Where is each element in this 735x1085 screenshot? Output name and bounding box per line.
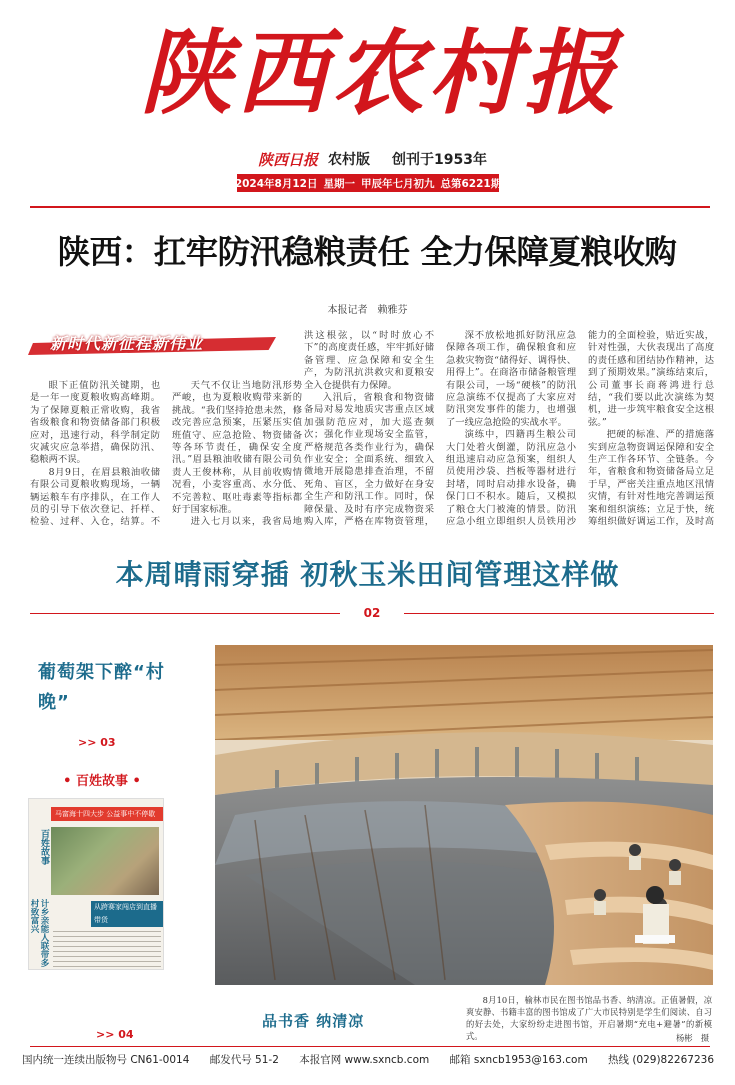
photo-credit: 杨彬 摄 — [676, 1033, 710, 1043]
thumbnail-headline-1: 马富海十四大步 公益事中不停歇 — [51, 807, 163, 821]
secondary-headline: 本周晴雨穿插 初秋玉米田间管理这样做 — [115, 558, 620, 591]
teaser-ref-03[interactable]: >> 03 — [78, 736, 116, 749]
divider-right — [404, 613, 714, 614]
teaser-panel — [28, 648, 176, 1058]
thumbnail-headline-2: 从跨赛家闯店到直播带货 — [91, 901, 163, 927]
edition-row — [258, 146, 487, 172]
divider — [30, 206, 710, 208]
page-thumbnail[interactable] — [28, 798, 164, 970]
photo-caption: 8月10日，榆林市民在图书馆品书香、纳清凉。正值暑假，凉爽安静、书籍丰富的图书馆成了广大市民特别是学生们阅读、自习的好去处，大家纷纷走进图书馆，开启暑期“充电+避暑”的新模式。 — [466, 995, 712, 1041]
footer-issn: 国内统一连续出版物号 CN61-0014 — [22, 1054, 190, 1066]
article-column-1: 眼下正值防汛关键期，也是一年一度夏粮收购高峰期。为了保障夏粮正常收购，我省省级粮食和物资储备部门积极应对，迅速行动，科学制定防灾减灾应急举措，确保防汛、稳粮两不误。 8月9日，在眉县粮油收储有限公司夏粮收购现场，一辆辆运粮车有序排队，在工作人员的引导下依次登记、扦样、检验、过秤、入仓，结算。不 — [30, 380, 160, 528]
footer-divider — [30, 1046, 710, 1047]
founded-text: 创刊于1953年 — [392, 152, 487, 168]
footer — [22, 1052, 714, 1070]
article-column-5: 能力的全面检验，贴近实战，针对性强，大伙表现出了高度的责任感和团结协作精神，达到了预期效果。”演练结束后，公司董事长商蒋鸿进行总结，“我们要以此次演练为契机，进一步筑牢粮食安全这根弦。” 把硬的标准、严的措施落实到应急物资调运保障和安全生产工作各环节、全链条。今年，省粮食和物资储备局立足于早，严密关注重点地区汛情灾情，有针对性地完善调运预案和组织演练；立足于快，统筹组织做好调运工作，及时高 — [588, 330, 714, 528]
page-ref-02[interactable]: 02 — [363, 606, 381, 620]
thumbnail-text-lines — [53, 931, 161, 967]
footer-postal: 邮发代号 51-2 — [209, 1054, 279, 1066]
issue-number: 总第6221期 — [440, 177, 502, 190]
date: 2024年8月12日 — [234, 177, 318, 190]
footer-website[interactable]: 本报官网 www.sxncb.com — [299, 1054, 430, 1066]
teaser-ref-04[interactable]: >> 04 — [96, 1028, 134, 1041]
masthead — [0, 0, 735, 200]
dateline-bar — [234, 174, 502, 192]
edition-name: 农村版 — [328, 152, 371, 168]
weekday: 星期一 — [323, 177, 355, 190]
edition-logo: 陕西日报 — [258, 150, 319, 169]
thumbnail-section-label: 百姓故事 — [39, 829, 49, 865]
thumbnail-photo — [51, 827, 159, 895]
photo-title: 品书香 纳清凉 — [262, 1012, 365, 1030]
footer-email[interactable]: 邮箱 sxncb1953@163.com — [449, 1054, 588, 1066]
lead-headline: 陕西：扛牢防汛稳粮责任 全力保障夏粮收购 — [57, 233, 677, 271]
article-column-4: 深不放松地抓好防汛应急保障各项工作，确保粮食和应急救灾物资“储得好、调得快、用得上”。在商洛市储备粮管理有限公司，一场“硬核”的防汛应急演练不仅提高了大家应对防汛突发事件的能力，也增强了一线应急抢险的实战水平。 演练中，四籍再生粮公司大门处着火倒灌，防汛应急小组迅速启动应急预案，组织人员使用沙袋、挡板等器材进行封堵，同时启动排水设备，确保门口不积水。随后，又模拟了粮仓大门被淹的情景。防汛应急小组立即组织人员铁用沙 — [446, 330, 576, 528]
library-photo-illustration — [215, 645, 713, 985]
column-banner — [28, 325, 276, 367]
byline: 本报记者 赖雅芬 — [327, 305, 408, 316]
banner-text: 新时代新征程新伟业 — [50, 334, 204, 353]
teaser-title-1: 葡萄架下醉“村晚” — [38, 662, 165, 713]
footer-hotline: 热线 (029)82267236 — [607, 1054, 714, 1066]
newspaper-title: 陕西农村报 — [140, 19, 621, 127]
lunar-date: 甲辰年七月初九 — [360, 177, 435, 190]
library-photo — [215, 645, 713, 985]
article-column-2: 天气不仅让当地防汛形势严峻，也为夏粮收购带来新的挑战。“我们坚持抢患未然，修改完善应急预案，压紧压实值班值守、应急抢险、物资储备等各环节责任，确保安全度汛。”眉县粮油收储有限公司负责人王俊林称，从目前收购情况看，小麦容重高、水分低、不完善粒、呕吐毒素等指标都好于国家标准。 进入七月以来，我省局地 — [172, 380, 302, 528]
article-column-3: 洪这根弦，以“时时放心不下”的高度责任感，牢牢抓好储备管理、应急保障和安全生产，为防汛抗洪救灾和夏粮安全入仓提供有力保障。 入汛后，省粮食和物资储备局对易发地质灾害重点区域加强防范应对，加大巡查频次；强化作业现场安全监管，严格规范各类作业行为，确保作业安全；全面系统、细致入微地开展隐患排查治理，不留死角、盲区，全力做好在身安全生产和防汛工作。同时，保障保量、及时有序完成物资采购入库，严格在库物资管理， — [304, 330, 434, 528]
section-badge: • 百姓故事 • — [63, 774, 141, 789]
divider-left — [30, 613, 340, 614]
thumbnail-headline-3: 计乡亲能人联带多村致富兴 — [29, 899, 49, 967]
